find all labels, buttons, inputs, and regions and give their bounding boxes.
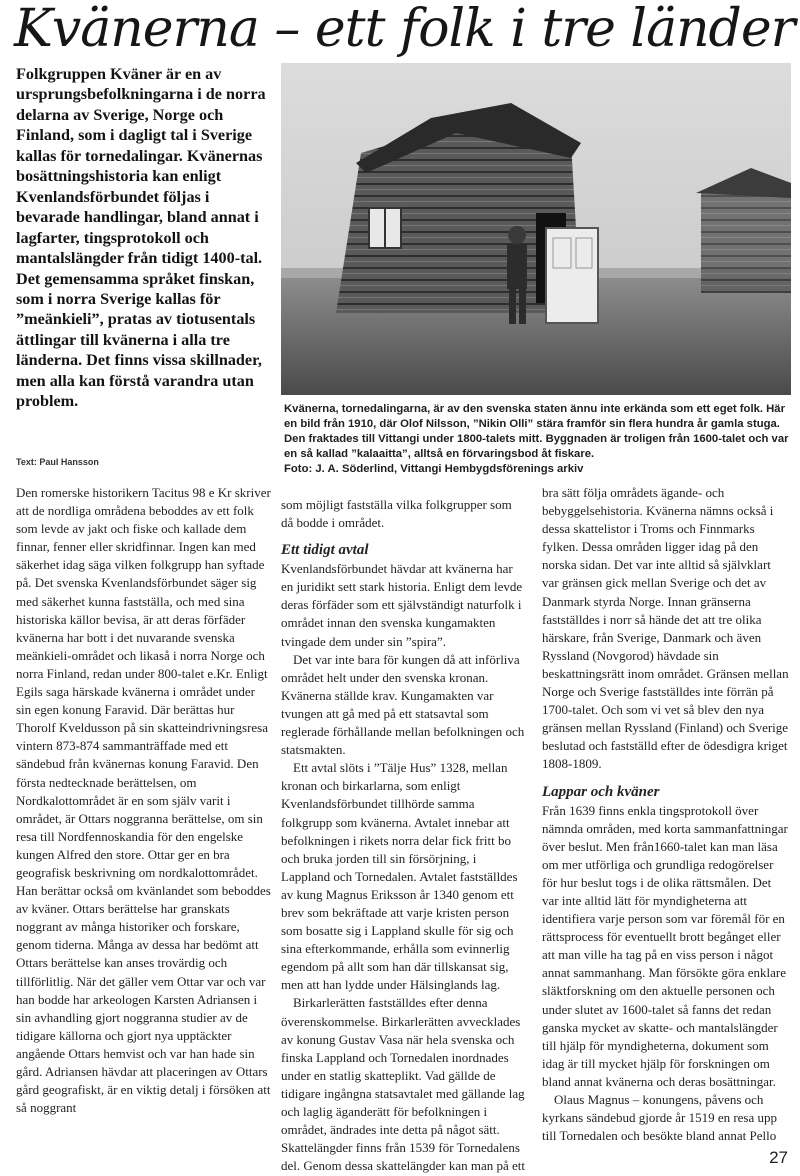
body-paragraph: Olaus Magnus – konungens, påvens och kyrkans sändebud gjorde år 1519 en resa upp till Tornedalen och besökte bland annat Pello <box>542 1092 778 1144</box>
body-paragraph: Den romerske historikern Tacitus 98 e Kr skriver att de nordliga områdena beboddes av ett folk som levde av jakt och fiske och kallade dem finnar, fenner eller skridfinnar. Ingen kan med säkerhet idag säga vilken folkgrupp han syftade på. Det svenska Kvenlandsförbundet säger sig med säkerhet kunna fastställa, och med sina historiska källor bevisa, är att deras förfäder kvänerna har bott i det nuvarande svenska meänkieli-området och likaså i norra Norge och norra Finland, redan under 800-talet e.Kr. Enligt Egils saga härskade kvänerna i området under sin egen konung Faravid. Där berättas hur Thorolf Kveldusson på sin skatteindrivningsresa vintern 873-874 sammanträffade med ett sändebud från kvänernas konung Faravid. Den första nedtecknade berättelsen, om Nordkalottområdet är en som själv varit i området, är Ottars noggranna berättelse, om sin resa till Nordfennoskandia för den engelske kungen Alfred den store. Ottar ger en bra geografisk beskrivning om nordkalottområdet. Han berättar också om kvänlandet som beboddes av kväner. Ottars berättelse har granskats noggrant av många historiker och forskare, genom tiderna. Många av dessa har bedömt att Ottars berättelse kan anses trovärdig och tillförlitlig. När det gäller vem Ottar var och var han bodde har arkeologen Karsten Adriansen i sin avhandling gjort noggranna studier av de tidigare källorna och gjort nya upptäckter angående Ottars hemvist och var han hade sin gård. Adriansen hävdar att placeringen av Ottars gård geografiskt, är en viktig detalj i försöken att så noggrant <box>16 485 271 1116</box>
photo-caption <box>284 402 792 477</box>
section-heading: Lappar och kväner <box>542 783 660 800</box>
author-credit: Text: Paul Hansson <box>16 457 99 467</box>
article-title: Kvänerna – ett folk i tre länder <box>14 0 795 59</box>
intro-lead <box>16 64 274 412</box>
body-paragraph: Birkarlerätten fastställdes efter denna överenskommelse. Birkarlerätten avvecklades av konung Gustav Vasa när hela svenska och finska Lappland och Tornedalen inordnades under en statlig skatteplikt. Vad gällde de tidigare ingångna statsavtalet med gällande lag och laglig äganderätt för befolkningen i området, ändrades inte detta på något sätt. Skattelängder finns från 1539 för Tornedalens del. Genom dessa skattelängder kan man på ett <box>281 995 526 1174</box>
section-heading: Ett tidigt avtal <box>281 542 369 559</box>
intro-paragraph-1: Folkgruppen Kväner är en av ursprungsbefolkningarna i de norra delarna av Sverige, Norge och Finland, som i dagligt tal i Sverige kallas för tornedalingar. Kvänernas bosättningshistoria kan enligt Kvenlandsförbundet följas i bevarade handlingar, bland annat i lagfarter, tingsprotokoll och mantalslängder från tidigt 1400-tal. <box>16 65 266 268</box>
caption-photo-credit: Foto: J. A. Söderlind, Vittangi Hembygdsförenings arkiv <box>284 463 584 476</box>
body-paragraph: som möjligt fastställa vilka folkgrupper som då bodde i området. <box>281 497 512 531</box>
text-column-1 <box>16 484 273 1117</box>
historic-photo-cabin <box>281 63 791 395</box>
body-paragraph: Ett avtal slöts i ”Tälje Hus” 1328, mellan kronan och birkarlarna, som enligt Kvenlandsförbundet tillhörde samma folkgrupp som kvänerna. Avtalet innebar att befolkningen i rikets norra delar fick fritt bo och bruka jorden till sin försörjning, i Lappland och Tornedalen. Avtalet fastställdes av kung Magnus Eriksson år 1340 genom ett brev som bekräftade att varje kristen person som bosatte sig i Lappland skulle för sig och sina efterkommande, erhålla som evinnerlig egendom på allt som han där tillskansat sig, men att han lydde under Hälsinglands lag. <box>281 760 518 993</box>
intro-paragraph-2: Det gemensamma språket finskan, som i norra Sverige kallas för ”meänkieli”, pratas av tiotusentals ättlingar till kvänerna i alla tre länderna. Det finns vissa skillnader, men alla kan förstå varandra utan problem. <box>16 269 262 411</box>
body-paragraph: Kvenlandsförbundet hävdar att kvänerna har en juridikt sett stark historia. Enligt dem levde deras förfäder som ett självständigt naturfolk i området innan den svenska kungamakten tvingade dem under sin ”spira”. <box>281 561 523 649</box>
page-number: 27 <box>769 1148 788 1167</box>
text-column-2 <box>281 496 527 1175</box>
body-paragraph: Det var inte bara för kungen då att införliva området helt under den svenska kronan. Kvänerna ställde krav. Kungamakten var tvungen att gå med på ett statsavtal som reglerade förhållande mellan befolkningen och statsmakten. <box>281 651 525 758</box>
body-paragraph: Från 1639 finns enkla tingsprotokoll över nämnda områden, med korta sammanfattningar över beslut. Men från1660-talet kan man läsa om mer utförliga och grundliga redogörelser för hur beslut togs i de olika rättsmålen. Det var inte alltid lätt för myndigheterna att identifiera varje person som var föremål för en rättsprocess för eventuellt brott begånget eller att man ville ha tag på en viss person i något annat sammanhang. Man försökte göra enklare släktforskning om den aktuelle personen och under slutet av 1600-talet så fanns det redan ganska mycket av skatte- och mantalslängder till hjälp för myndigheterna, dokument som idag är till mycket hjälp för forskningen om bland annat kvänerna och deras bosättningar. <box>542 802 788 1089</box>
caption-text: Kvänerna, tornedalingarna, är av den svenska staten ännu inte erkända som ett eget folk. Här en bild från 1910, där Olof Nilsson, ”Nikin Olli” stära framför sin flera hundra år gamla stuga. Den fraktades till Vittangi under 1800-talets mitt. Byggnaden är troligen från 1600-talet och var en så kallad ”kalaaitta”, alltså en förvaringsbod åt fiskare. <box>284 403 789 461</box>
body-paragraph: bra sätt följa områdets ägande- och bebyggelsehistoria. Kvänerna nämns också i dessa skattelistor i Troms och Finnmarks fylken. Dessa områden ligger idag på den norska sidan. Det var inte alltid så självklart var gränsen gick mellan Sverige och det av Danmark styrda Norge. Innan gränserna fastställdes i norr så hände det att tre olika härskare, från Sverige, Danmark och även Ryssland (Novgorod) hävdade sin beskattningsrätt inom området. Gränsen mellan Norge och Sverige fastställdes inte förrän på 1700-talet. Och som vi vet så blev den nya gränsen mellan Ryssland (Finland) och Sverige beslutad och fastställd efter de ödesdigra kriget 1808-1809. <box>542 485 789 772</box>
text-column-3 <box>542 484 790 1145</box>
